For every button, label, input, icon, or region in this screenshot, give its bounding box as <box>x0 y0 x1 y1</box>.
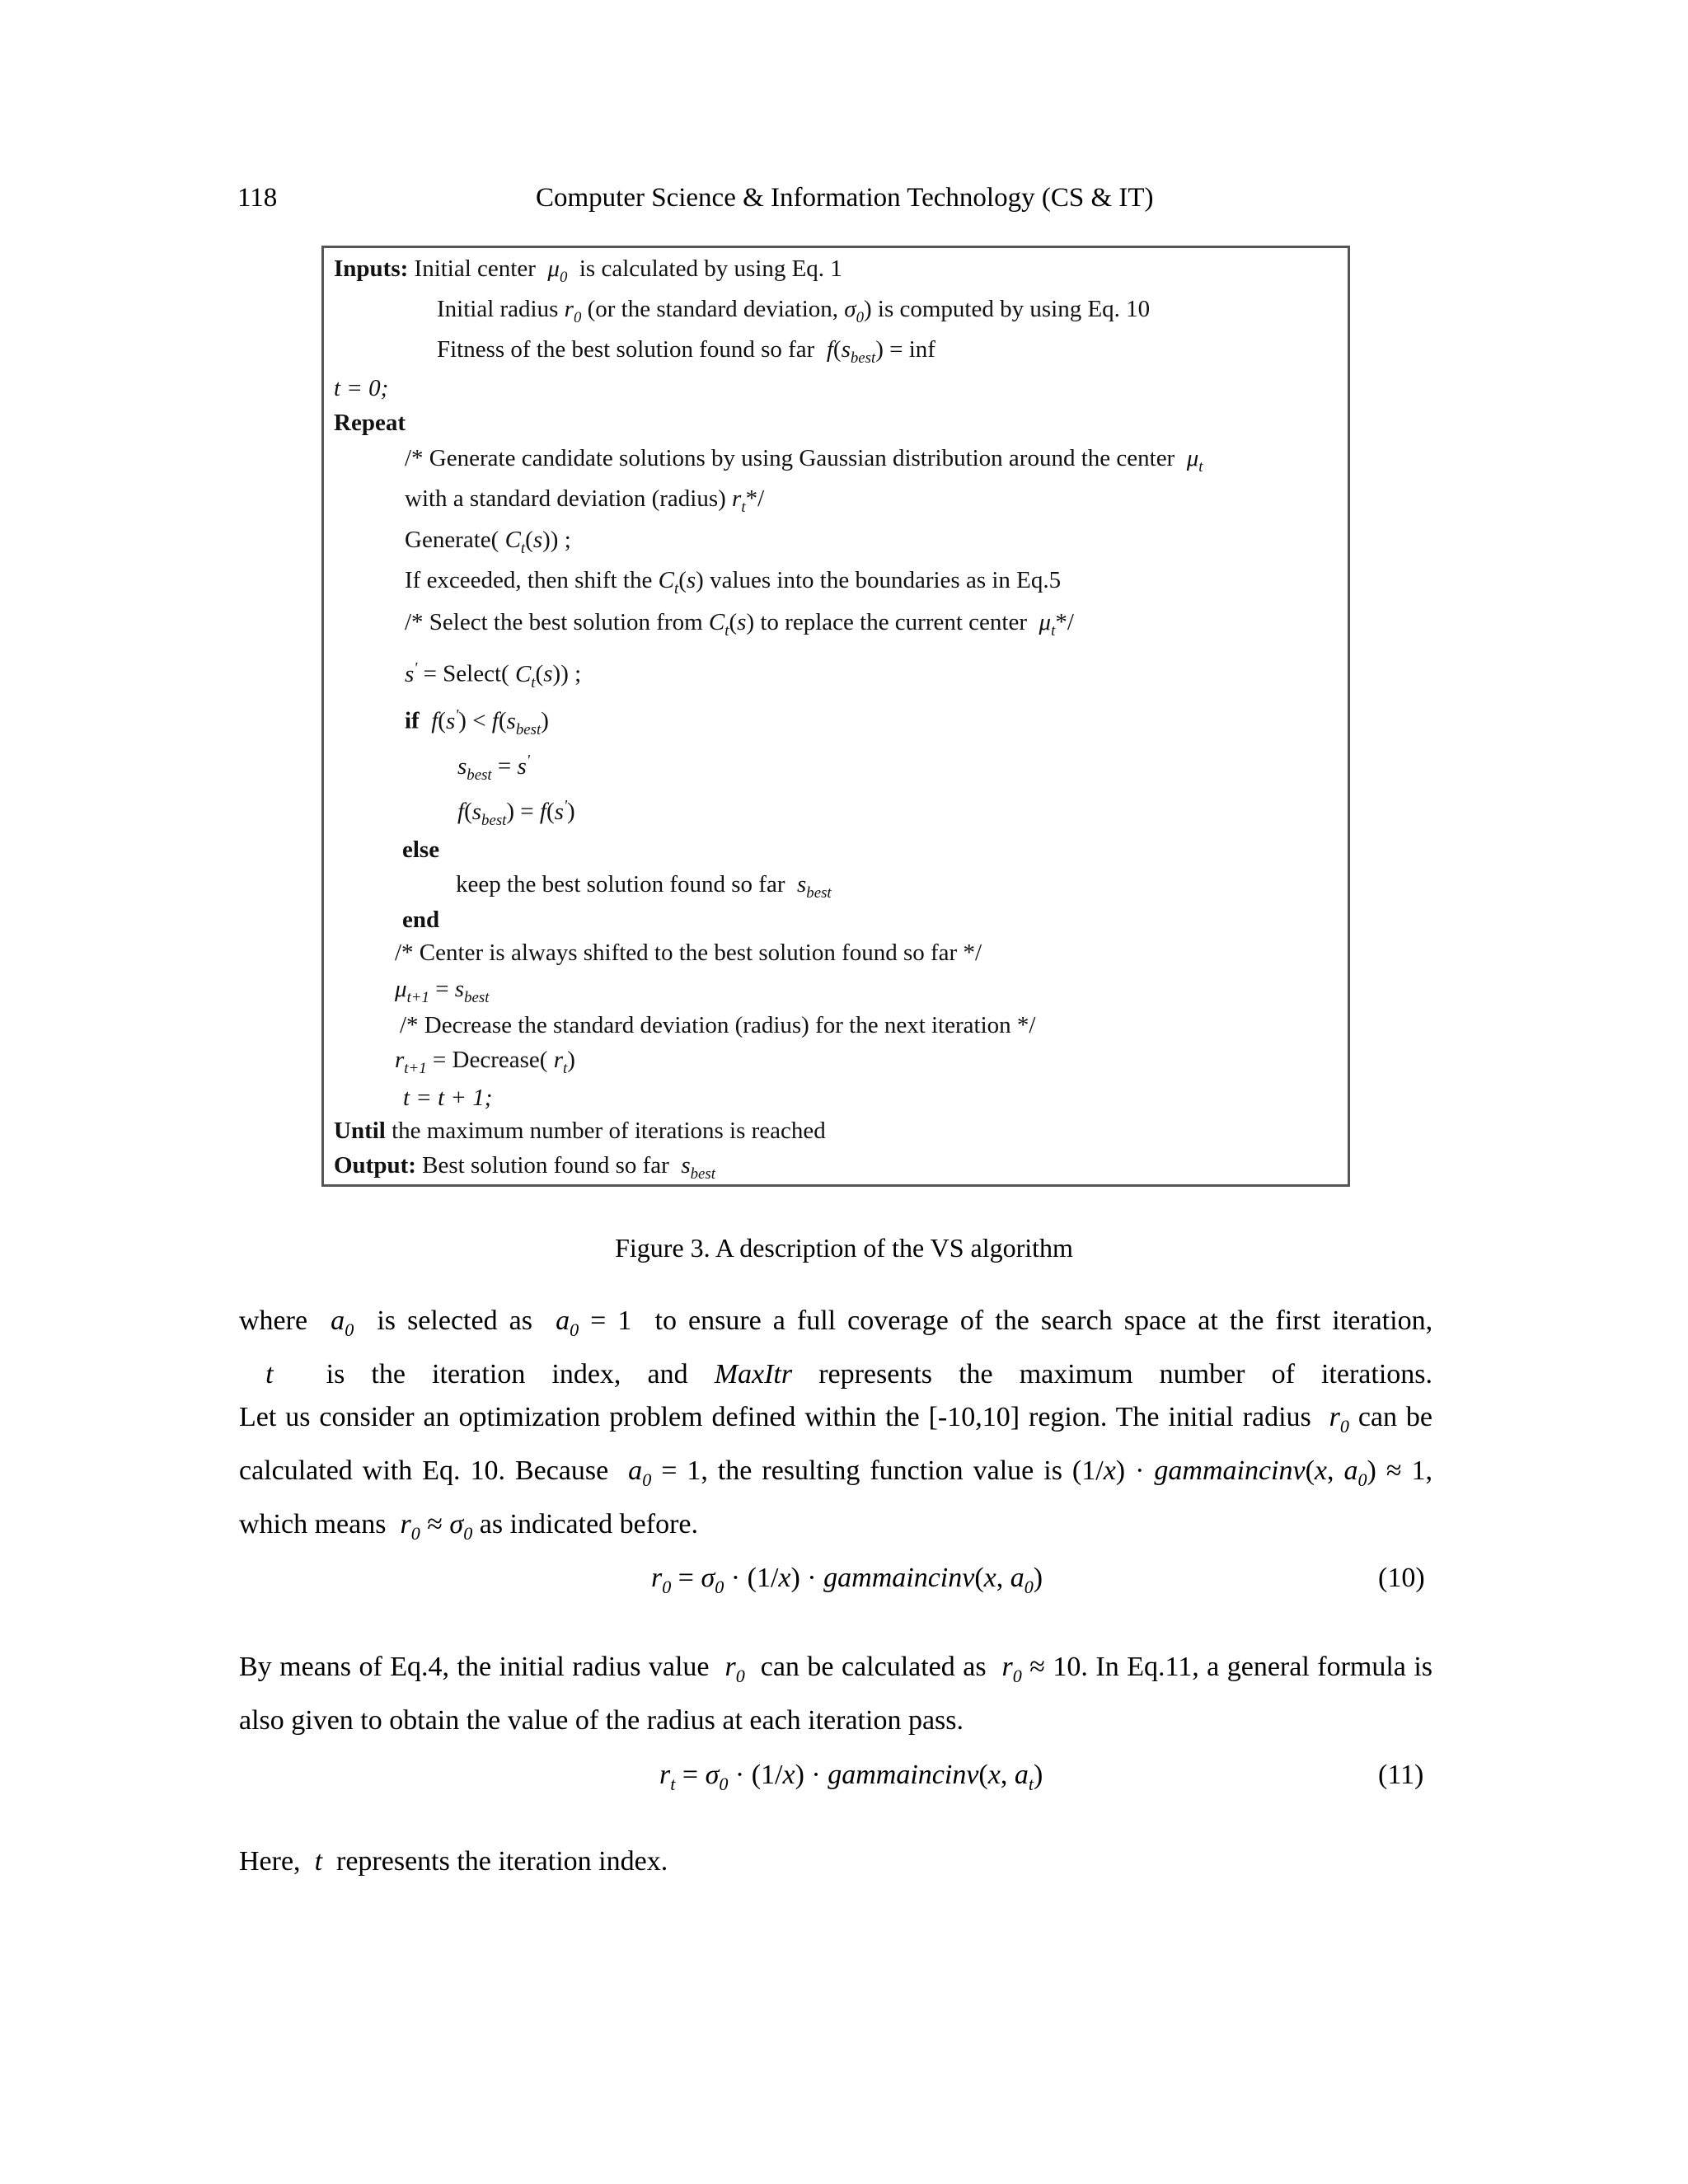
figure-caption: Figure 3. A description of the VS algorithm <box>615 1233 1073 1263</box>
paragraph-1: where $a_0$ is selected as $a_0 = 1$ to ensure a full coverage of the search space at the first iteration, t is the iteration index, and MaxItr represents the maximum number of iterations. <box>239 1305 1433 1390</box>
algo-comment-center: /* Center is always shifted to the best solution found so far */ <box>395 940 982 966</box>
paragraph-2: Let us consider an optimization problem defined within the [-10,10] region. The initial radius $r_0$ can be calculated with Eq. 10. Because $a_0 = 1$, the resulting function value is (1/x) · gammaincinv(x, $a_0) \approx 1$, which means $r_0 \approx \sigma_0$ as indicated before. <box>239 1402 1433 1544</box>
algo-if-line: if $f(s') < f(s_{best})$ <box>405 706 549 738</box>
algo-output-line: Output: Best solution found so far $s_{best}$ <box>334 1152 715 1183</box>
algo-until-line: Until the maximum number of iterations is reached <box>334 1118 826 1144</box>
algo-comment-generate: /* Generate candidate solutions by using Gaussian distribution around the center $\mu_t$ <box>405 445 1203 476</box>
algo-comment-radius: with a standard deviation (radius) $r_t*/$ <box>405 485 765 516</box>
equation-10-number: (10) <box>1378 1563 1425 1593</box>
algo-comment-select: /* Select the best solution from $C_t(s)$ to replace the current center $\mu_t*/$ <box>405 609 1074 640</box>
algo-end-keyword: end <box>402 907 440 933</box>
algo-fitness-line: Fitness of the best solution found so far $f(s_{best})$ = inf <box>437 336 935 367</box>
algo-center-update: $\mu_{t+1} = s_{best}$ <box>395 976 490 1006</box>
algo-else-keyword: else <box>402 837 440 863</box>
page-number: 118 <box>237 183 278 213</box>
equation-11: $r_t = \sigma_0 \cdot (1/x)$ · gammaincinv(x, $a_t$) <box>659 1760 1043 1794</box>
algo-keep-line: keep the best solution found so far $s_{best}$ <box>456 871 832 902</box>
paragraph-4: Here, t represents the iteration index. <box>239 1846 668 1877</box>
algo-exceed-line: If exceeded, then shift the $C_t(s)$ values into the boundaries as in Eq.5 <box>405 567 1062 598</box>
algo-assign-best: $s_{best} = s'$ <box>457 752 530 784</box>
algo-inputs-line: Inputs: Initial center $\mu_0$ is calculated by using Eq. 1 <box>334 255 842 286</box>
algo-comment-decrease: /* Decrease the standard deviation (radius) for the next iteration */ <box>400 1012 1036 1038</box>
algo-generate-call: Generate( $C_t(s)$) ; <box>405 527 571 557</box>
equation-11-number: (11) <box>1378 1760 1424 1790</box>
equation-10: $r_0 = \sigma_0 \cdot (1/x)$ · gammaincinv(x, $a_0$) <box>651 1563 1043 1597</box>
running-title: Computer Science & Information Technology (CS & IT) <box>536 183 1154 213</box>
paragraph-3: By means of Eq.4, the initial radius value $r_0$ can be calculated as $r_0 \approx 10$. In Eq.11, a general formula is also given to obtain the value of the radius at each iteration pass. <box>239 1652 1433 1736</box>
algo-t-init: t = 0; <box>334 375 389 401</box>
algo-radius-line: Initial radius $r_0$ (or the standard deviation, $\sigma_0$) is computed by using Eq. 10 <box>437 296 1151 326</box>
algorithm-box <box>321 246 1350 1187</box>
algo-assign-fitness: $f(s_{best}) = f(s')$ <box>457 797 575 829</box>
algo-repeat-keyword: Repeat <box>334 410 406 436</box>
algo-t-increment: t = t + 1; <box>403 1085 493 1111</box>
algo-select-call: s' = Select( $C_t(s)$) ; <box>405 659 582 691</box>
algo-decrease-call: $r_{t+1}$ = Decrease( $r_t$) <box>395 1047 575 1077</box>
